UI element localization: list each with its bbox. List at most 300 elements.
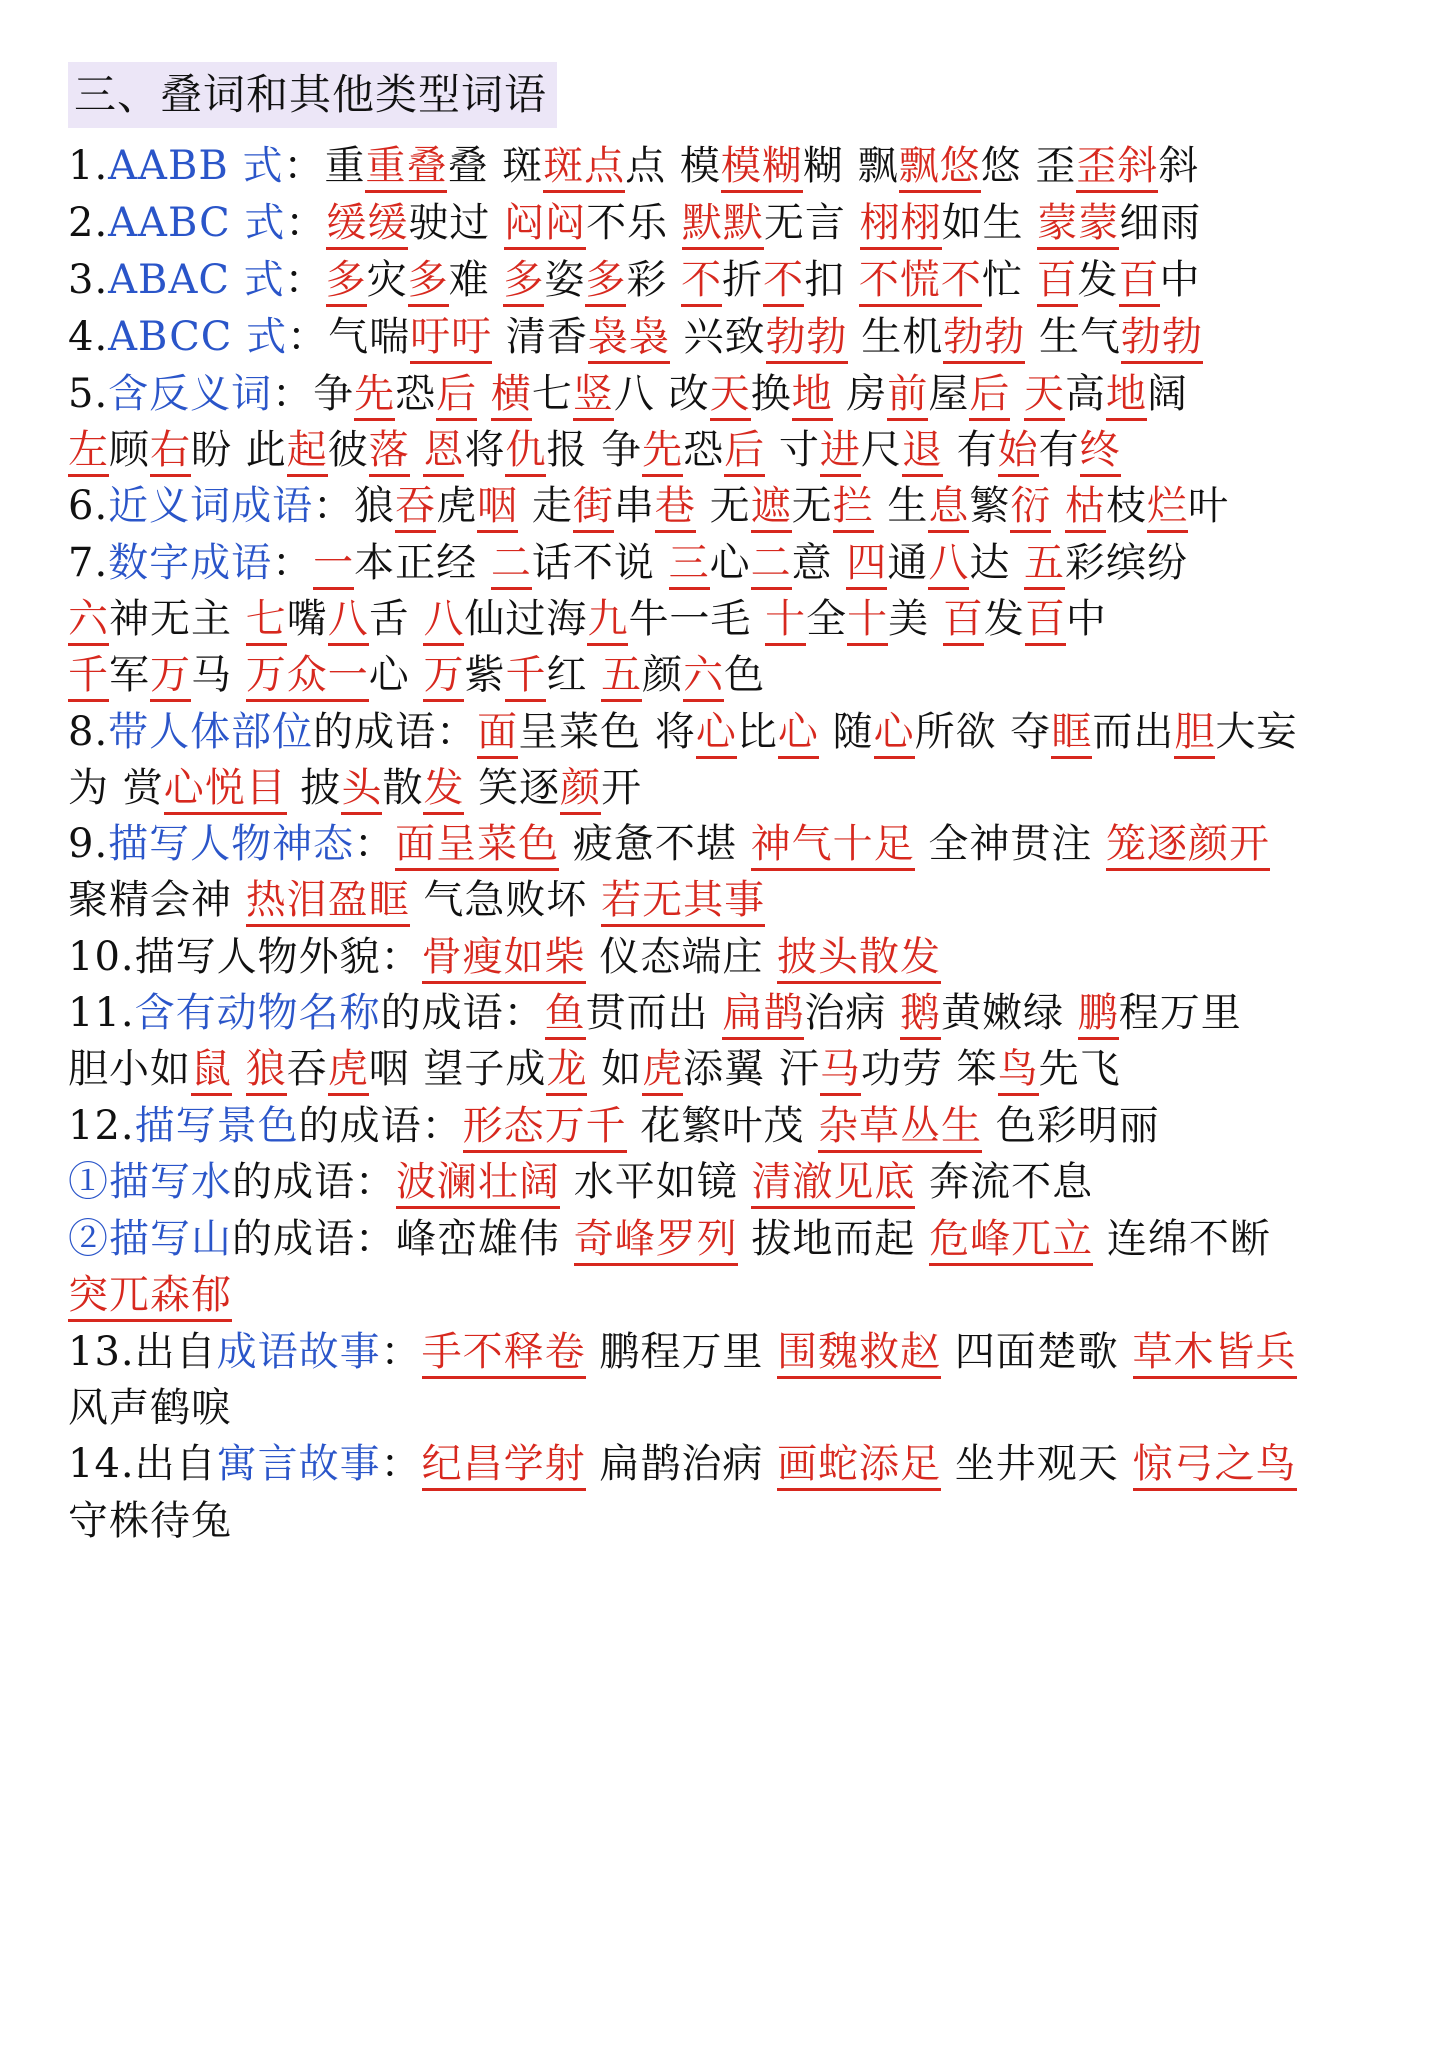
text-segment: 5. xyxy=(68,371,109,417)
highlighted-chars: 后 xyxy=(436,371,477,421)
text-segment: 为 赏 xyxy=(68,765,164,811)
text-segment: 生机 xyxy=(847,314,944,360)
text-segment: 散 xyxy=(382,765,424,811)
text-segment: 10. xyxy=(68,934,135,980)
text-segment: 换 xyxy=(750,371,792,417)
highlighted-chars: 勃勃 xyxy=(943,314,1025,364)
text-segment: 比 xyxy=(736,709,778,755)
text-segment: 心 xyxy=(368,652,424,698)
highlighted-chars: 形态万千 xyxy=(463,1103,627,1153)
text-segment: 达 xyxy=(969,540,1025,586)
highlighted-chars: 鹅 xyxy=(900,990,941,1040)
text-segment: 紫 xyxy=(464,652,506,698)
highlighted-chars: 始 xyxy=(998,427,1039,477)
highlighted-chars: 扁鹊 xyxy=(722,990,804,1040)
highlighted-chars: 八 xyxy=(423,596,464,646)
highlighted-chars: 多 xyxy=(326,257,367,307)
highlighted-chars: 勃勃 xyxy=(1121,314,1203,364)
text-segment: 全 xyxy=(806,596,848,642)
text-segment: 先飞 xyxy=(1038,1046,1121,1092)
text-segment: 风声鹤唳 xyxy=(68,1385,232,1431)
text-line xyxy=(68,1041,1121,1097)
text-segment: 嘴 xyxy=(286,596,328,642)
highlighted-chars: 奇峰罗列 xyxy=(574,1216,738,1266)
highlighted-chars: 斑点 xyxy=(543,143,625,193)
text-segment: ： xyxy=(380,1441,422,1487)
highlighted-chars: 进 xyxy=(820,427,861,477)
highlighted-chars: 右 xyxy=(150,427,191,477)
text-segment: 姿 xyxy=(544,257,586,303)
text-segment: 坐井观天 xyxy=(941,1441,1133,1487)
category-label: 数字成语 xyxy=(108,540,273,586)
highlighted-chars: 清澈见底 xyxy=(751,1159,915,1209)
highlighted-chars: 二 xyxy=(751,540,792,590)
text-line xyxy=(68,872,765,928)
category-label: 描写人物神态 xyxy=(108,821,355,867)
highlighted-chars: 虎 xyxy=(328,1046,369,1096)
highlighted-chars: 眶 xyxy=(1051,709,1092,759)
highlighted-chars: 默默 xyxy=(682,200,764,250)
text-line xyxy=(68,195,1201,251)
text-segment: 点 xyxy=(625,143,680,189)
text-segment: 糊 xyxy=(802,143,858,189)
highlighted-chars: 万 xyxy=(423,652,464,702)
category-label: 成语故事 xyxy=(216,1329,381,1375)
text-segment: 扣 xyxy=(804,257,859,303)
highlighted-chars: 围魏救赵 xyxy=(777,1329,941,1379)
text-segment: 9. xyxy=(68,821,109,867)
text-segment: 飘 xyxy=(857,143,899,189)
text-segment: 忙 xyxy=(981,257,1037,303)
text-segment: 难 xyxy=(448,257,504,303)
category-label: 描写景色 xyxy=(134,1103,299,1149)
category-label: 带人体部位 xyxy=(108,709,314,755)
text-segment: 程万里 xyxy=(1118,990,1242,1036)
text-segment: 11. xyxy=(68,990,135,1036)
text-segment: 仪态端庄 xyxy=(585,934,778,980)
category-label: 寓言故事 xyxy=(216,1441,381,1487)
highlighted-chars: 七 xyxy=(246,596,287,646)
text-segment: 如生 xyxy=(941,200,1038,246)
text-line xyxy=(68,929,941,985)
text-segment: 细雨 xyxy=(1119,200,1202,246)
highlighted-chars: 息 xyxy=(928,483,969,533)
category-label: 近义词成语 xyxy=(108,483,314,529)
highlighted-chars: 狼 xyxy=(246,1046,287,1096)
category-label: ②描写山 xyxy=(68,1216,232,1262)
text-segment: 神无主 xyxy=(109,596,246,642)
text-segment: 七 xyxy=(531,371,573,417)
text-segment: 枝 xyxy=(1106,483,1148,529)
highlighted-chars: 纪昌学射 xyxy=(422,1441,586,1491)
highlighted-chars: 巷 xyxy=(655,483,696,533)
highlighted-chars: 重叠 xyxy=(365,143,447,193)
highlighted-chars: 六 xyxy=(68,596,109,646)
category-label: ABCC 式 xyxy=(108,314,288,360)
text-segment: 1. xyxy=(68,143,109,189)
text-segment: 的成语： xyxy=(298,1103,463,1149)
text-segment: 报 xyxy=(546,427,602,473)
highlighted-chars: 千 xyxy=(68,652,109,702)
text-segment: 有 xyxy=(1038,427,1080,473)
text-segment: 7. xyxy=(68,540,109,586)
highlighted-chars: 遮 xyxy=(751,483,792,533)
highlighted-chars: 勃勃 xyxy=(766,314,848,364)
text-segment: 意 xyxy=(791,540,847,586)
highlighted-chars: 草木皆兵 xyxy=(1133,1329,1297,1379)
highlighted-chars: 神气十足 xyxy=(751,821,915,871)
highlighted-chars: 面 xyxy=(477,709,518,759)
text-line xyxy=(68,647,765,703)
text-segment: 通 xyxy=(887,540,929,586)
text-segment: 叠 xyxy=(447,143,503,189)
text-segment: 美 xyxy=(888,596,943,642)
text-segment: 无言 xyxy=(763,200,860,246)
text-segment: 而出 xyxy=(1092,709,1175,755)
text-segment: 中 xyxy=(1159,257,1201,303)
text-segment: 连绵不断 xyxy=(1093,1216,1271,1262)
highlighted-chars: 不 xyxy=(681,257,722,307)
text-segment: 恐 xyxy=(395,371,437,417)
category-label: AABB 式 xyxy=(108,143,284,189)
text-segment: 2. xyxy=(68,200,109,246)
highlighted-chars: 鹏 xyxy=(1078,990,1119,1040)
text-segment: 斜 xyxy=(1158,143,1200,189)
text-segment: 笑逐 xyxy=(464,765,561,811)
highlighted-chars: 四 xyxy=(846,540,887,590)
text-segment: 模 xyxy=(679,143,721,189)
text-segment: 3. xyxy=(68,257,109,303)
text-segment: 疲惫不堪 xyxy=(559,821,751,867)
highlighted-chars: 蒙蒙 xyxy=(1037,200,1119,250)
highlighted-chars: 八 xyxy=(328,596,369,646)
highlighted-chars: 心悦目 xyxy=(164,765,287,815)
text-segment: 彼 xyxy=(327,427,369,473)
text-segment: 八 xyxy=(613,371,669,417)
text-line xyxy=(68,1098,1160,1154)
highlighted-chars: 头 xyxy=(341,765,382,815)
text-segment: 此 xyxy=(245,427,287,473)
text-segment: 歪 xyxy=(1035,143,1077,189)
text-line xyxy=(68,138,1199,194)
highlighted-chars: 二 xyxy=(491,540,532,590)
text-segment: 如 xyxy=(587,1046,643,1092)
text-segment: 彩 xyxy=(626,257,682,303)
text-segment xyxy=(1051,483,1065,529)
text-line xyxy=(68,1380,232,1436)
highlighted-chars: 九 xyxy=(587,596,628,646)
text-line xyxy=(68,760,642,816)
highlighted-chars: 地 xyxy=(792,371,833,421)
text-segment: 14. xyxy=(68,1441,135,1487)
text-segment: ： xyxy=(354,821,396,867)
highlighted-chars: 波澜壮阔 xyxy=(396,1159,560,1209)
highlighted-chars: 心 xyxy=(874,709,915,759)
section-title: 三、叠词和其他类型词语 xyxy=(68,62,557,128)
highlighted-chars: 鸟 xyxy=(998,1046,1039,1096)
text-segment: ： xyxy=(313,483,355,529)
text-segment: 守株待兔 xyxy=(68,1498,232,1544)
text-segment: 仙过海 xyxy=(464,596,588,642)
highlighted-chars: 枯 xyxy=(1065,483,1106,533)
highlighted-chars: 天 xyxy=(710,371,751,421)
category-label: ①描写水 xyxy=(68,1159,232,1205)
highlighted-chars: 百 xyxy=(1037,257,1078,307)
highlighted-chars: 若无其事 xyxy=(601,877,765,927)
text-segment: 不乐 xyxy=(586,200,682,246)
text-segment: 花繁叶茂 xyxy=(626,1103,819,1149)
highlighted-chars: 六 xyxy=(683,652,724,702)
text-segment: ： xyxy=(380,1329,422,1375)
text-segment: 开 xyxy=(601,765,643,811)
text-segment: 军 xyxy=(109,652,150,698)
text-segment: 高 xyxy=(1065,371,1107,417)
highlighted-chars: 栩栩 xyxy=(860,200,942,250)
highlighted-chars: 鱼 xyxy=(545,990,586,1040)
highlighted-chars: 面呈菜色 xyxy=(395,821,559,871)
text-segment: 黄嫩绿 xyxy=(941,990,1078,1036)
highlighted-chars: 颜 xyxy=(560,765,601,815)
text-segment: 大妄 xyxy=(1215,709,1298,755)
highlighted-chars: 左 xyxy=(68,427,109,477)
text-line xyxy=(68,1493,232,1549)
highlighted-chars: 百 xyxy=(943,596,984,646)
text-segment: 争 xyxy=(601,427,643,473)
text-segment: 恐 xyxy=(683,427,725,473)
text-segment xyxy=(1010,371,1024,417)
highlighted-chars: 八 xyxy=(928,540,969,590)
highlighted-chars: 地 xyxy=(1106,371,1147,421)
text-line xyxy=(68,985,1242,1041)
text-segment: 所欲 夺 xyxy=(914,709,1052,755)
highlighted-chars: 心 xyxy=(696,709,737,759)
text-segment: 房 xyxy=(832,371,888,417)
highlighted-chars: 惊弓之鸟 xyxy=(1133,1441,1297,1491)
text-segment: 盼 xyxy=(191,427,246,473)
text-segment: 生 xyxy=(873,483,929,529)
text-segment: 出自 xyxy=(134,1329,217,1375)
text-line xyxy=(68,704,1297,760)
highlighted-chars: 笼逐颜开 xyxy=(1106,821,1270,871)
highlighted-chars: 万 xyxy=(150,652,191,702)
text-segment: 扁鹊治病 xyxy=(585,1441,778,1487)
highlighted-chars: 危峰兀立 xyxy=(929,1216,1093,1266)
highlighted-chars: 突兀森郁 xyxy=(68,1272,232,1322)
highlighted-chars: 飘悠 xyxy=(899,143,981,193)
highlighted-chars: 仇 xyxy=(505,427,546,477)
highlighted-chars: 竖 xyxy=(573,371,614,421)
text-segment: 奔流不息 xyxy=(915,1159,1094,1205)
text-segment: 马 xyxy=(191,652,246,698)
highlighted-chars: 后 xyxy=(969,371,1010,421)
highlighted-chars: 横 xyxy=(491,371,532,421)
text-segment: 胆小如 xyxy=(68,1046,191,1092)
text-line xyxy=(68,1211,1271,1267)
text-segment: 气喘 xyxy=(328,314,411,360)
text-segment: ： xyxy=(283,143,325,189)
highlighted-chars: 吁吁 xyxy=(410,314,492,364)
text-segment: 6. xyxy=(68,483,109,529)
highlighted-chars: 模糊 xyxy=(721,143,803,193)
text-line xyxy=(68,309,1203,365)
text-line xyxy=(68,252,1201,308)
text-segment: 彩缤纷 xyxy=(1065,540,1189,586)
text-segment xyxy=(477,371,491,417)
text-segment: 有 xyxy=(942,427,998,473)
text-segment: 生气 xyxy=(1025,314,1121,360)
text-segment: 水平如镜 xyxy=(560,1159,752,1205)
text-segment: 聚精会神 xyxy=(68,877,246,923)
highlighted-chars: 百 xyxy=(1119,257,1160,307)
text-segment: 将 xyxy=(464,427,506,473)
text-segment: 咽 望子成 xyxy=(368,1046,547,1092)
text-segment: 驶过 xyxy=(408,200,505,246)
text-segment: 全神贯注 xyxy=(914,821,1107,867)
text-segment: 寸 xyxy=(765,427,820,473)
highlighted-chars: 杂草丛生 xyxy=(818,1103,982,1153)
text-segment: 功劳 笨 xyxy=(860,1046,998,1092)
highlighted-chars: 手不释卷 xyxy=(422,1329,586,1379)
highlighted-chars: 鼠 xyxy=(191,1046,232,1096)
highlighted-chars: 骨瘦如柴 xyxy=(422,934,586,984)
text-segment: 兴致 xyxy=(669,314,766,360)
text-segment: 尺 xyxy=(860,427,902,473)
text-segment: 红 xyxy=(546,652,602,698)
text-segment: 斑 xyxy=(502,143,544,189)
highlighted-chars: 袅袅 xyxy=(588,314,670,364)
highlighted-chars: 画蛇添足 xyxy=(777,1441,941,1491)
highlighted-chars: 先 xyxy=(354,371,395,421)
text-segment: 8. xyxy=(68,709,109,755)
highlighted-chars: 缓缓 xyxy=(326,200,408,250)
text-segment: 串 xyxy=(613,483,655,529)
text-segment: ： xyxy=(285,200,327,246)
text-segment: 鹏程万里 xyxy=(585,1329,778,1375)
text-segment: 贯而出 xyxy=(585,990,723,1036)
text-segment: 12. xyxy=(68,1103,135,1149)
text-line xyxy=(68,816,1270,872)
text-line xyxy=(68,1154,1093,1210)
highlighted-chars: 先 xyxy=(642,427,683,477)
text-segment: 颜 xyxy=(642,652,684,698)
text-segment xyxy=(410,427,424,473)
highlighted-chars: 虎 xyxy=(642,1046,683,1096)
text-segment: 本正经 xyxy=(354,540,491,586)
text-segment: 中 xyxy=(1065,596,1107,642)
highlighted-chars: 多 xyxy=(585,257,626,307)
text-segment: 争 xyxy=(313,371,355,417)
text-segment: 的成语： xyxy=(232,1159,396,1205)
text-segment: 的成语： xyxy=(313,709,478,755)
category-label: 含有动物名称 xyxy=(134,990,381,1036)
category-label: AABC 式 xyxy=(108,200,286,246)
text-segment: 狼 xyxy=(354,483,396,529)
text-segment: ： xyxy=(272,371,314,417)
text-segment: 色 xyxy=(724,652,766,698)
highlighted-chars: 热泪盈眶 xyxy=(246,877,410,927)
highlighted-chars: 龙 xyxy=(546,1046,587,1096)
text-line xyxy=(68,1436,1297,1492)
highlighted-chars: 心 xyxy=(778,709,819,759)
highlighted-chars: 退 xyxy=(902,427,943,477)
highlighted-chars: 多 xyxy=(408,257,449,307)
text-segment: 叶 xyxy=(1188,483,1230,529)
text-segment: 添翼 汗 xyxy=(683,1046,820,1092)
highlighted-chars: 吞 xyxy=(395,483,436,533)
text-segment: 灾 xyxy=(366,257,408,303)
highlighted-chars: 披头散发 xyxy=(777,934,941,984)
text-segment: 吞 xyxy=(286,1046,328,1092)
text-segment: 的成语：峰峦雄伟 xyxy=(232,1216,574,1262)
text-segment: 繁 xyxy=(969,483,1011,529)
highlighted-chars: 三 xyxy=(669,540,710,590)
highlighted-chars: 衍 xyxy=(1010,483,1051,533)
text-segment: 悠 xyxy=(980,143,1036,189)
text-segment: 话不说 xyxy=(531,540,669,586)
text-segment: 出自 xyxy=(134,1441,217,1487)
text-line xyxy=(68,1267,232,1323)
text-line xyxy=(68,478,1229,534)
text-line xyxy=(68,366,1188,422)
highlighted-chars: 恩 xyxy=(423,427,464,477)
text-segment: 屋 xyxy=(928,371,970,417)
text-line xyxy=(68,591,1107,647)
highlighted-chars: 歪斜 xyxy=(1076,143,1158,193)
text-segment: 披 xyxy=(286,765,342,811)
highlighted-chars: 一 xyxy=(313,540,354,590)
text-segment: 4. xyxy=(68,314,109,360)
highlighted-chars: 五 xyxy=(601,652,642,702)
text-segment: 折 xyxy=(722,257,764,303)
highlighted-chars: 闷闷 xyxy=(504,200,586,250)
highlighted-chars: 终 xyxy=(1080,427,1121,477)
text-line xyxy=(68,535,1188,591)
text-segment: 牛一毛 xyxy=(628,596,766,642)
text-segment: 发 xyxy=(983,596,1025,642)
highlighted-chars: 天 xyxy=(1024,371,1065,421)
highlighted-chars: 不 xyxy=(763,257,804,307)
text-segment: ： xyxy=(284,257,326,303)
highlighted-chars: 咽 xyxy=(477,483,518,533)
highlighted-chars: 十 xyxy=(765,596,806,646)
category-label: 含反义词 xyxy=(108,371,273,417)
highlighted-chars: 千 xyxy=(505,652,546,702)
text-segment: 描写人物外貌： xyxy=(134,934,422,980)
highlighted-chars: 马 xyxy=(820,1046,861,1096)
highlighted-chars: 五 xyxy=(1024,540,1065,590)
highlighted-chars: 不慌不 xyxy=(859,257,982,307)
text-segment: 阔 xyxy=(1147,371,1189,417)
text-segment: 虎 xyxy=(436,483,478,529)
text-segment: 呈菜色 将 xyxy=(518,709,696,755)
highlighted-chars: 胆 xyxy=(1174,709,1215,759)
highlighted-chars: 发 xyxy=(423,765,464,815)
highlighted-chars: 后 xyxy=(724,427,765,477)
text-segment: 13. xyxy=(68,1329,135,1375)
highlighted-chars: 前 xyxy=(887,371,928,421)
highlighted-chars: 多 xyxy=(503,257,544,307)
text-segment: ： xyxy=(287,314,329,360)
highlighted-chars: 落 xyxy=(369,427,410,477)
text-segment: 走 xyxy=(518,483,573,529)
text-segment: 心 xyxy=(709,540,751,586)
text-segment: 舌 xyxy=(368,596,424,642)
text-segment: ： xyxy=(272,540,314,586)
highlighted-chars: 万众一 xyxy=(246,652,369,702)
text-segment: 色彩明丽 xyxy=(982,1103,1160,1149)
text-line xyxy=(68,422,1121,478)
text-segment xyxy=(232,1046,246,1092)
